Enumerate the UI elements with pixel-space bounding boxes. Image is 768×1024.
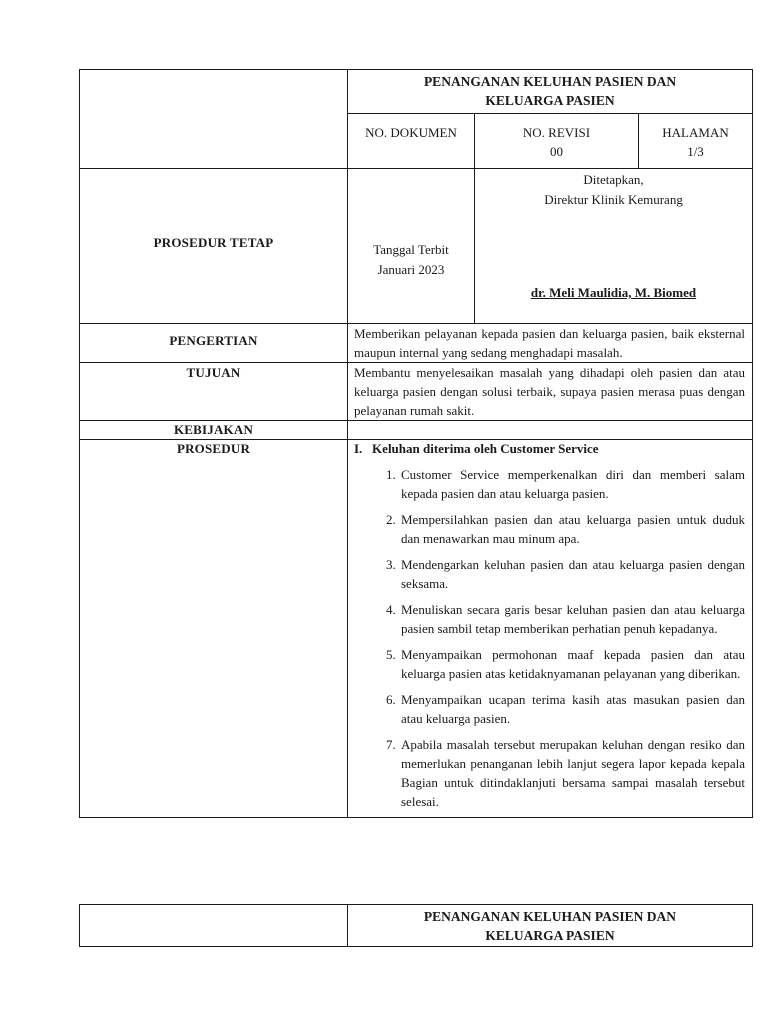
- prosedur-step: 7. Apabila masalah tersebut merupakan keluhan dengan resiko dan memerlukan penanganan lebih lanjut segera lapor kepada kepala Bagian untuk ditindaklanjuti bersama sampai masalah tersebut selesai.: [399, 735, 745, 811]
- tanggal-terbit-label: Tanggal Terbit: [373, 242, 449, 257]
- kebijakan-text: [348, 421, 753, 440]
- halaman-label: HALAMAN: [662, 125, 729, 140]
- tujuan-text: Membantu menyelesaikan masalah yang dihadapi oleh pasien dan atau keluarga pasien dengan solusi terbaik, supaya pasien merasa puas dengan pelayanan rumah sakit.: [348, 363, 753, 421]
- sop-table: [79, 69, 753, 818]
- prosedur-content: [348, 440, 753, 818]
- no-revisi-cell: [475, 114, 639, 169]
- no-revisi-value: 00: [550, 144, 563, 159]
- title-line-1: PENANGANAN KELUHAN PASIEN DAN: [423, 74, 677, 89]
- approval-line-1: Ditetapkan,: [583, 172, 644, 187]
- prosedur-step: 4. Menuliskan secara garis besar keluhan pasien dan atau keluarga pasien sambil tetap memberikan perhatian penuh kepadanya.: [399, 600, 745, 638]
- prosedur-step: 2. Mempersilahkan pasien dan atau keluarga pasien untuk duduk dan menawarkan mau minum apa.: [399, 510, 745, 548]
- no-dokumen-cell: [348, 114, 475, 169]
- prosedur-steps: [348, 465, 745, 811]
- next-logo-cell: [80, 905, 348, 947]
- no-dokumen-label: NO. DOKUMEN: [365, 125, 457, 140]
- halaman-value: 1/3: [687, 144, 704, 159]
- prosedur-step: 3. Mendengarkan keluhan pasien dan atau keluarga pasien dengan seksama.: [399, 555, 745, 593]
- prosedur-heading: I. Keluhan diterima oleh Customer Service: [354, 441, 599, 456]
- pengertian-text: Memberikan pelayanan kepada pasien dan keluarga pasien, baik eksternal maupun internal yang sedang menghadapi masalah.: [348, 324, 753, 363]
- document-title: [348, 70, 753, 114]
- prosedur-step: 5. Menyampaikan permohonan maaf kepada pasien dan atau keluarga pasien atas ketidaknyamanan pelayanan yang diberikan.: [399, 645, 745, 683]
- next-title-line-1: PENANGANAN KELUHAN PASIEN DAN: [423, 909, 677, 924]
- pengertian-label: PENGERTIAN: [80, 324, 348, 363]
- next-document-title: [348, 905, 753, 947]
- prosedur-label: PROSEDUR: [80, 440, 348, 818]
- prosedur-step: 1. Customer Service memperkenalkan diri dan memberi salam kepada pasien dan atau keluarga pasien.: [399, 465, 745, 503]
- prosedur-tetap-label: PROSEDUR TETAP: [80, 169, 348, 324]
- prosedur-step: 6. Menyampaikan ucapan terima kasih atas masukan pasien dan atau keluarga pasien.: [399, 690, 745, 728]
- next-page-table: [79, 904, 753, 947]
- no-revisi-label: NO. REVISI: [522, 125, 591, 140]
- tanggal-terbit-cell: [348, 169, 475, 324]
- tanggal-terbit-value: Januari 2023: [377, 262, 445, 277]
- kebijakan-label: KEBIJAKAN: [80, 421, 348, 440]
- approval-line-2: Direktur Klinik Kemurang: [544, 192, 683, 207]
- next-title-line-2: KELUARGA PASIEN: [485, 928, 615, 943]
- tujuan-label: TUJUAN: [80, 363, 348, 421]
- signer-name: dr. Meli Maulidia, M. Biomed: [530, 285, 697, 300]
- logo-cell: [80, 70, 348, 169]
- halaman-cell: [639, 114, 753, 169]
- title-line-2: KELUARGA PASIEN: [485, 93, 615, 108]
- approval-cell: [475, 169, 753, 324]
